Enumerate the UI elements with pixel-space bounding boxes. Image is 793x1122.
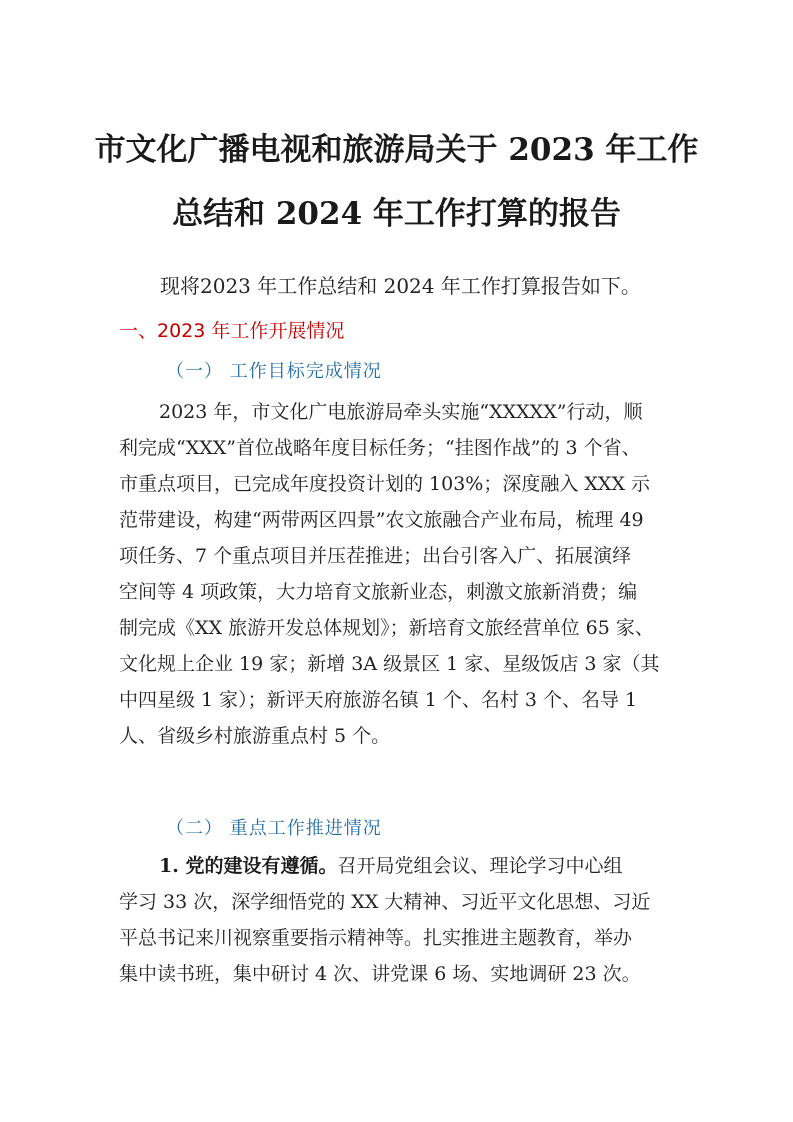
- subsection-1-heading: （一） 工作目标完成情况: [166, 361, 382, 382]
- document-title-line-2: 总结和 2024 年工作打算的报告: [172, 196, 621, 232]
- paragraph-line: 范带建设，构建“两带两区四景”农文旅融合产业布局，梳理 49: [119, 509, 644, 531]
- paragraph-line: [119, 394, 675, 430]
- paragraph-line: 项任务、7 个重点项目并压茬推进；出台引客入广、拓展演绎: [119, 545, 632, 567]
- paragraph-line: 平总书记来川视察重要指示精神等。扎实推进主题教育，举办: [119, 927, 633, 949]
- paragraph-line: 文化规上企业 19 家；新增 3A 级景区 1 家、星级饭店 3 家（其: [119, 653, 660, 675]
- paragraph-line: 空间等 4 项政策，大力培育文旅新业态，刺激文旅新消费；编: [119, 581, 638, 603]
- paragraph-line: 学习 33 次，深学细悟党的 XX 大精神、习近平文化思想、习近: [119, 891, 651, 913]
- subsection-1-paragraph: [119, 394, 675, 754]
- intro-paragraph: 现将2023 年工作总结和 2024 年工作打算报告如下。: [160, 274, 641, 298]
- section-1-heading: 一、2023 年工作开展情况: [119, 320, 345, 342]
- paragraph-line: 市重点项目，已完成年度投资计划的 103%；深度融入 XXX 示: [119, 473, 651, 495]
- document-title-line-1: 市文化广播电视和旅游局关于 2023 年工作: [94, 132, 699, 168]
- paragraph-line-text: 2023 年，市文化广电旅游局牵头实施“XXXXX”行动，顺: [159, 401, 643, 423]
- paragraph-line: 制完成《XX 旅游开发总体规划》；新培育文旅经营单位 65 家、: [119, 617, 654, 639]
- paragraph-line: 利完成“XXX”首位战略年度目标任务；“挂图作战”的 3 个省、: [119, 437, 641, 459]
- paragraph-line: 集中读书班，集中研讨 4 次、讲党课 6 场、实地调研 23 次。: [119, 963, 641, 985]
- item-1-lead: 1. 党的建设有遵循。: [159, 855, 338, 877]
- paragraph-line: 中四星级 1 家）；新评天府旅游名镇 1 个、名村 3 个、名导 1: [119, 689, 638, 711]
- subsection-2-heading: （二） 重点工作推进情况: [166, 818, 382, 839]
- paragraph-line: [119, 848, 675, 884]
- paragraph-line: 人、省级乡村旅游重点村 5 个。: [119, 725, 391, 747]
- subsection-2-paragraph: [119, 848, 675, 992]
- item-1-text: 召开局党组会议、理论学习中心组: [337, 855, 623, 877]
